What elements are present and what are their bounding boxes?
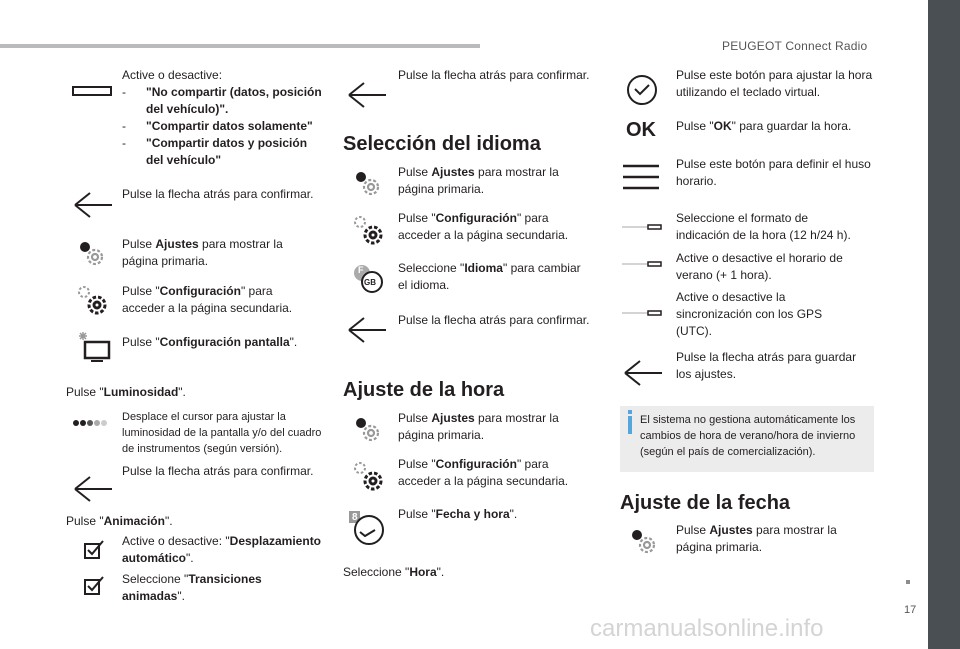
- back-save-text: Pulse la flecha atrás para guardar los ajustes.: [676, 350, 857, 381]
- header-rule: [0, 44, 480, 48]
- back-arrow-icon: [622, 358, 664, 388]
- hour-label: Seleccione "Hora".: [343, 565, 445, 579]
- configuration-text: Pulse "Configuración" para acceder a la página secundaria.: [398, 211, 569, 242]
- brightness-text: Desplace el cursor para ajustar la luminosidad de la pantalla y/o del cuadro de instrumentos (según versión).: [122, 411, 322, 455]
- end-marker: [906, 580, 910, 584]
- back-arrow-icon: [72, 190, 114, 220]
- animation-label: Pulse "Animación".: [66, 514, 173, 528]
- back-arrow-icon: [346, 80, 388, 110]
- auto-scroll-text: Active o desactive: "Desplazamiento automático".: [122, 534, 322, 565]
- option-share-data: "Compartir datos solamente": [146, 119, 313, 133]
- option-share-data-position: "Compartir datos y posición del vehículo": [146, 136, 308, 167]
- settings-gears-icon: [352, 414, 384, 446]
- share-data-options: Active o desactive: - "No compartir (datos, posición del vehículo)". - "Compartir datos solamente" - "Compartir datos y posición del vehículo": [122, 67, 322, 169]
- summer-time-toggle-icon: [622, 261, 662, 267]
- toggle-switch-icon: [72, 86, 112, 96]
- settings-text: Pulse Ajustes para mostrar la página primaria.: [122, 237, 283, 268]
- configuration-text: Pulse "Configuración" para acceder a la página secundaria.: [398, 457, 569, 488]
- transitions-text: Seleccione "Transiciones animadas".: [122, 572, 262, 603]
- heading-time: Ajuste de la hora: [343, 379, 505, 401]
- language-text: Seleccione "Idioma" para cambiar el idioma.: [398, 261, 581, 292]
- info-icon-dot: [628, 410, 632, 414]
- ok-text: Pulse "OK" para guardar la hora.: [676, 119, 852, 133]
- gps-sync-toggle-icon: [622, 310, 662, 316]
- configuration-text: Pulse "Configuración" para acceder a la página secundaria.: [122, 284, 293, 315]
- page-side-band: [928, 0, 960, 649]
- back-arrow-icon: [72, 474, 114, 504]
- option-no-share: "No compartir (datos, posición del vehículo)".: [146, 85, 322, 116]
- settings-text: Pulse Ajustes para mostrar la página primaria.: [398, 411, 559, 442]
- brand-label: PEUGEOT Connect Radio: [722, 39, 868, 53]
- back-confirm-text: Pulse la flecha atrás para confirmar.: [122, 464, 314, 478]
- page-number: 17: [904, 604, 917, 616]
- back-arrow-icon: [346, 315, 388, 345]
- screen-brightness-icon: [76, 330, 112, 362]
- keyboard-text: Pulse este botón para ajustar la hora utilizando el teclado virtual.: [676, 68, 873, 99]
- info-icon: [628, 416, 632, 434]
- clock-icon-number: 8: [352, 512, 358, 523]
- settings-gears-icon: [76, 238, 108, 270]
- back-confirm-text: Pulse la flecha atrás para confirmar.: [398, 68, 590, 82]
- screen-config-text: Pulse "Configuración pantalla".: [122, 335, 298, 349]
- brightness-slider-icon: [72, 418, 110, 428]
- virtual-keyboard-check-icon: [626, 74, 658, 106]
- back-confirm-text: Pulse la flecha atrás para confirmar.: [398, 313, 590, 327]
- configuration-gears-icon: [76, 284, 110, 318]
- summer-time-text: Active o desactive el horario de verano (+ 1 hora).: [676, 251, 843, 282]
- language-icon-f: F: [358, 265, 364, 275]
- configuration-gears-icon: [352, 214, 386, 248]
- gps-sync-text: Active o desactive la sincronización con los GPS (UTC).: [676, 290, 823, 338]
- watermark: carmanualsonline.info: [590, 615, 824, 642]
- ok-icon: OK: [626, 119, 656, 141]
- time-format-text: Seleccione el formato de indicación de la hora (12 h/24 h).: [676, 211, 851, 242]
- brightness-label: Pulse "Luminosidad".: [66, 385, 186, 399]
- heading-date: Ajuste de la fecha: [620, 492, 791, 514]
- settings-gears-icon: [352, 168, 384, 200]
- settings-text: Pulse Ajustes para mostrar la página primaria.: [398, 165, 559, 196]
- checkbox-icon: [84, 540, 104, 560]
- time-format-toggle-icon: [622, 224, 662, 230]
- settings-text: Pulse Ajustes para mostrar la página primaria.: [676, 523, 837, 554]
- settings-gears-icon: [628, 526, 660, 558]
- configuration-gears-icon: [352, 460, 386, 494]
- heading-language: Selección del idioma: [343, 133, 541, 155]
- language-icon-gb: GB: [364, 278, 376, 287]
- info-text: El sistema no gestiona automáticamente los cambios de hora de verano/hora de invierno (según el país de comercialización).: [640, 414, 856, 458]
- back-confirm-text: Pulse la flecha atrás para confirmar.: [122, 187, 314, 201]
- checkbox-icon: [84, 576, 104, 596]
- time-zone-text: Pulse este botón para definir el huso horario.: [676, 157, 871, 188]
- date-time-text: Pulse "Fecha y hora".: [398, 507, 518, 521]
- time-zone-list-icon: [622, 164, 660, 190]
- info-box: [620, 406, 874, 472]
